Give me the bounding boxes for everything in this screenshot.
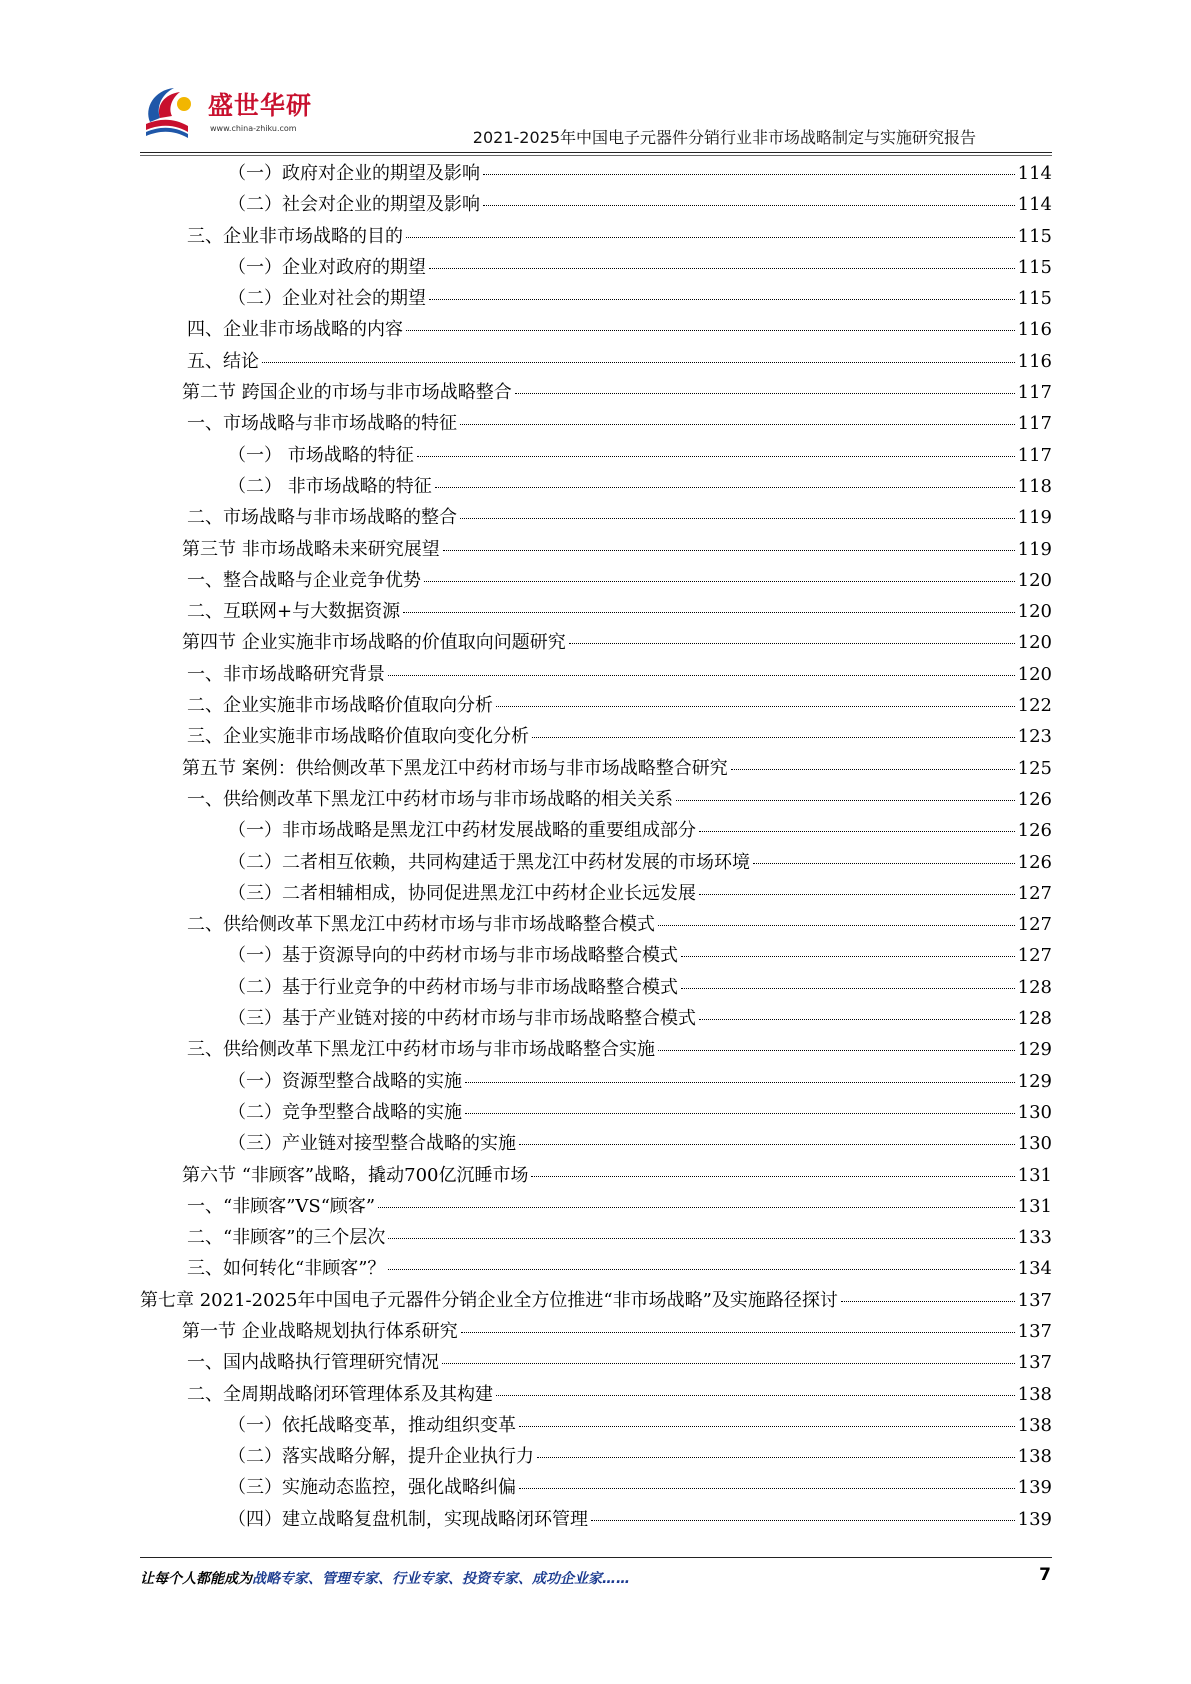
table-of-contents (140, 158, 1052, 1535)
toc-entry-title: 四、企业非市场战略的内容 (187, 319, 403, 341)
toc-dot-leader (841, 1301, 1015, 1302)
toc-entry-title: 一、市场战略与非市场战略的特征 (187, 413, 457, 435)
toc-entry-title: 第三节 非市场战略未来研究展望 (182, 538, 440, 560)
toc-entry[interactable] (140, 1316, 1052, 1347)
toc-dot-leader (676, 800, 1015, 801)
toc-entry-page: 127 (1017, 882, 1052, 904)
toc-entry-page: 127 (1017, 914, 1052, 936)
toc-dot-leader (406, 330, 1015, 331)
toc-entry-page: 120 (1017, 601, 1052, 623)
toc-dot-leader (519, 1144, 1015, 1145)
toc-entry[interactable] (140, 1347, 1052, 1378)
toc-entry[interactable] (140, 1034, 1052, 1065)
toc-dot-leader (460, 424, 1015, 425)
toc-entry-page: 120 (1017, 632, 1052, 654)
toc-dot-leader (460, 518, 1015, 519)
toc-entry-title: 三、供给侧改革下黑龙江中药材市场与非市场战略整合实施 (187, 1039, 655, 1061)
toc-entry[interactable] (140, 1441, 1052, 1472)
toc-entry[interactable] (140, 627, 1052, 658)
toc-dot-leader (262, 362, 1015, 363)
toc-entry[interactable] (140, 659, 1052, 690)
toc-entry-title: （一）依托战略变革，推动组织变革 (228, 1414, 516, 1436)
toc-entry[interactable] (140, 252, 1052, 283)
toc-entry-title: （一）政府对企业的期望及影响 (228, 163, 480, 184)
toc-entry[interactable] (140, 596, 1052, 627)
toc-entry-title: 二、供给侧改革下黑龙江中药材市场与非市场战略整合模式 (187, 914, 655, 936)
toc-dot-leader (591, 1520, 1015, 1521)
toc-entry-page: 125 (1017, 757, 1052, 779)
toc-entry-page: 120 (1017, 663, 1052, 685)
toc-entry-page: 138 (1017, 1383, 1052, 1405)
toc-entry-page: 119 (1017, 538, 1052, 560)
toc-entry-title: 三、企业实施非市场战略价值取向变化分析 (187, 726, 529, 748)
toc-entry-title: （四）建立战略复盘机制，实现战略闭环管理 (228, 1508, 588, 1530)
toc-entry-page: 126 (1017, 788, 1052, 810)
toc-entry[interactable] (140, 690, 1052, 721)
toc-entry[interactable] (140, 721, 1052, 752)
toc-dot-leader (699, 1019, 1015, 1020)
toc-entry-page: 139 (1017, 1477, 1052, 1499)
toc-entry-page: 137 (1017, 1289, 1052, 1311)
header-divider (140, 152, 1052, 153)
toc-entry-title: 第一节 企业战略规划执行体系研究 (182, 1320, 458, 1342)
toc-entry-page: 137 (1017, 1320, 1052, 1342)
toc-entry[interactable] (140, 878, 1052, 909)
toc-entry-title: 二、全周期战略闭环管理体系及其构建 (187, 1383, 493, 1405)
toc-dot-leader (406, 237, 1015, 238)
toc-entry[interactable] (140, 158, 1052, 189)
toc-entry-title: （二）社会对企业的期望及影响 (228, 194, 480, 216)
toc-entry-page: 139 (1017, 1508, 1052, 1530)
toc-entry-page: 137 (1017, 1352, 1052, 1374)
toc-entry[interactable] (140, 346, 1052, 377)
toc-entry[interactable] (140, 1253, 1052, 1284)
toc-entry[interactable] (140, 1066, 1052, 1097)
toc-entry[interactable] (140, 408, 1052, 439)
toc-entry-title: （三）基于产业链对接的中药材市场与非市场战略整合模式 (228, 1008, 696, 1030)
toc-entry-page: 126 (1017, 851, 1052, 873)
toc-entry-page: 120 (1017, 569, 1052, 591)
toc-dot-leader (424, 581, 1015, 582)
toc-entry[interactable] (140, 815, 1052, 846)
logo-url: www.china-zhiku.com (210, 124, 297, 133)
toc-dot-leader (496, 706, 1015, 707)
toc-dot-leader (681, 988, 1015, 989)
toc-entry[interactable] (140, 1222, 1052, 1253)
toc-entry-page: 115 (1017, 288, 1052, 310)
toc-entry-title: （一）基于资源导向的中药材市场与非市场战略整合模式 (228, 945, 678, 967)
toc-entry-title: 第二节 跨国企业的市场与非市场战略整合 (182, 382, 512, 404)
toc-entry-page: 131 (1017, 1164, 1052, 1186)
toc-entry[interactable] (140, 471, 1052, 502)
toc-entry-title: （三）实施动态监控，强化战略纠偏 (228, 1477, 516, 1499)
toc-entry[interactable] (140, 283, 1052, 314)
toc-entry-title: （一）资源型整合战略的实施 (228, 1070, 462, 1092)
toc-entry[interactable] (140, 534, 1052, 565)
toc-entry[interactable] (140, 1191, 1052, 1222)
toc-entry-title: 一、整合战略与企业竞争优势 (187, 569, 421, 591)
toc-entry-page: 115 (1017, 256, 1052, 278)
footer-divider (140, 1557, 1052, 1558)
toc-entry-page: 117 (1017, 413, 1052, 435)
toc-entry-title: 三、如何转化“非顾客”？ (187, 1258, 386, 1280)
toc-entry-page: 119 (1017, 507, 1052, 529)
report-title: 2021-2025年中国电子元器件分销行业非市场战略制定与实施研究报告 (472, 128, 976, 147)
toc-entry-title: （二）基于行业竞争的中药材市场与非市场战略整合模式 (228, 976, 678, 998)
toc-entry-title: 二、“非顾客”的三个层次 (187, 1227, 386, 1249)
toc-entry[interactable] (140, 909, 1052, 940)
toc-dot-leader (465, 1082, 1015, 1083)
toc-entry[interactable] (140, 847, 1052, 878)
toc-dot-leader (429, 299, 1015, 300)
toc-dot-leader (442, 1363, 1015, 1364)
toc-entry[interactable] (140, 1410, 1052, 1441)
toc-entry-title: 一、非市场战略研究背景 (187, 663, 385, 685)
toc-dot-leader (388, 1269, 1014, 1270)
toc-entry-page: 129 (1017, 1070, 1052, 1092)
toc-entry-page: 122 (1017, 695, 1052, 717)
toc-entry-page: 123 (1017, 726, 1052, 748)
logo-name: 盛世华研 (208, 91, 313, 120)
toc-entry-title: 第七章 2021-2025年中国电子元器件分销企业全方位推进“非市场战略”及实施路径探讨 (140, 1289, 838, 1311)
toc-entry-title: 一、国内战略执行管理研究情况 (187, 1352, 439, 1374)
toc-entry[interactable] (140, 1285, 1052, 1316)
toc-entry[interactable] (140, 440, 1052, 471)
toc-entry-page: 114 (1017, 194, 1052, 216)
toc-dot-leader (531, 1176, 1014, 1177)
toc-entry-title: （二）二者相互依赖，共同构建适于黑龙江中药材发展的市场环境 (228, 851, 750, 873)
toc-entry[interactable] (140, 753, 1052, 784)
toc-entry-title: （三）产业链对接型整合战略的实施 (228, 1133, 516, 1155)
toc-dot-leader (417, 456, 1015, 457)
toc-dot-leader (483, 205, 1015, 206)
toc-entry-page: 130 (1017, 1101, 1052, 1123)
toc-dot-leader (519, 1488, 1015, 1489)
toc-entry-page: 131 (1017, 1195, 1052, 1217)
toc-dot-leader (388, 1238, 1014, 1239)
toc-dot-leader (388, 675, 1015, 676)
logo-emblem-icon (140, 82, 206, 144)
toc-entry-title: （二）落实战略分解，提升企业执行力 (228, 1446, 534, 1468)
toc-entry[interactable] (140, 1472, 1052, 1503)
toc-entry-title: 三、企业非市场战略的目的 (187, 225, 403, 247)
toc-entry-page: 130 (1017, 1133, 1052, 1155)
toc-entry-title: 第六节 “非顾客”战略，撬动700亿沉睡市场 (182, 1164, 529, 1186)
toc-entry-page: 114 (1017, 163, 1052, 184)
toc-dot-leader (378, 1207, 1015, 1208)
toc-dot-leader (515, 393, 1015, 394)
toc-entry-title: 一、“非顾客”VS“顾客” (187, 1195, 376, 1217)
toc-entry-title: 一、供给侧改革下黑龙江中药材市场与非市场战略的相关关系 (187, 788, 673, 810)
toc-entry[interactable] (140, 565, 1052, 596)
toc-entry-title: 第四节 企业实施非市场战略的价值取向问题研究 (182, 632, 566, 654)
toc-entry-title: （二）竞争型整合战略的实施 (228, 1101, 462, 1123)
toc-entry[interactable] (140, 377, 1052, 408)
toc-entry[interactable] (140, 1097, 1052, 1128)
toc-dot-leader (658, 925, 1015, 926)
toc-dot-leader (483, 174, 1015, 175)
toc-entry-page: 138 (1017, 1446, 1052, 1468)
toc-dot-leader (731, 769, 1015, 770)
toc-entry-title: （三）二者相辅相成，协同促进黑龙江中药材企业长远发展 (228, 882, 696, 904)
toc-dot-leader (403, 612, 1015, 613)
toc-dot-leader (465, 1113, 1015, 1114)
footer-slogan-highlight: 战略专家、管理专家、行业专家、投资专家、成功企业家…… (252, 1571, 630, 1587)
toc-entry-title: （一）企业对政府的期望 (228, 256, 426, 278)
toc-entry-page: 133 (1017, 1227, 1052, 1249)
toc-dot-leader (537, 1457, 1015, 1458)
toc-dot-leader (699, 894, 1015, 895)
toc-dot-leader (753, 863, 1015, 864)
toc-dot-leader (658, 1050, 1015, 1051)
toc-entry-title: 五、结论 (187, 350, 259, 372)
toc-dot-leader (681, 956, 1015, 957)
toc-entry-page: 127 (1017, 945, 1052, 967)
toc-entry[interactable] (140, 1003, 1052, 1034)
toc-entry[interactable] (140, 972, 1052, 1003)
toc-entry[interactable] (140, 1504, 1052, 1535)
footer-slogan-lead: 让每个人都能成为 (140, 1571, 252, 1587)
toc-dot-leader (519, 1426, 1015, 1427)
toc-entry-title: 第五节 案例：供给侧改革下黑龙江中药材市场与非市场战略整合研究 (182, 757, 728, 779)
toc-entry-page: 138 (1017, 1414, 1052, 1436)
toc-entry-title: （一） 市场战略的特征 (228, 444, 414, 466)
toc-entry[interactable] (140, 1128, 1052, 1159)
company-logo (140, 82, 313, 144)
toc-entry-title: （二） 非市场战略的特征 (228, 475, 432, 497)
toc-dot-leader (435, 487, 1015, 488)
toc-entry-title: 二、企业实施非市场战略价值取向分析 (187, 695, 493, 717)
toc-entry-title: （二）企业对社会的期望 (228, 288, 426, 310)
toc-dot-leader (443, 550, 1015, 551)
toc-entry-page: 116 (1017, 319, 1052, 341)
toc-dot-leader (569, 643, 1015, 644)
toc-entry-page: 128 (1017, 1008, 1052, 1030)
toc-entry-page: 117 (1017, 444, 1052, 466)
toc-entry[interactable] (140, 189, 1052, 220)
toc-entry-page: 118 (1017, 475, 1052, 497)
toc-dot-leader (429, 268, 1015, 269)
toc-dot-leader (699, 831, 1015, 832)
toc-entry-page: 129 (1017, 1039, 1052, 1061)
toc-entry-page: 128 (1017, 976, 1052, 998)
toc-entry[interactable] (140, 1379, 1052, 1410)
toc-entry[interactable] (140, 784, 1052, 815)
toc-entry-page: 115 (1017, 225, 1052, 247)
header-divider-thin (140, 155, 1052, 156)
toc-dot-leader (532, 737, 1015, 738)
toc-entry-page: 117 (1017, 382, 1052, 404)
toc-entry-title: 二、互联网+与大数据资源 (187, 601, 401, 623)
toc-dot-leader (496, 1395, 1015, 1396)
toc-entry-title: 二、市场战略与非市场战略的整合 (187, 507, 457, 529)
toc-entry[interactable] (140, 1160, 1052, 1191)
toc-entry-page: 116 (1017, 350, 1052, 372)
toc-dot-leader (461, 1332, 1015, 1333)
toc-entry-page: 126 (1017, 820, 1052, 842)
toc-entry-page: 134 (1017, 1258, 1052, 1280)
toc-entry[interactable] (140, 314, 1052, 345)
toc-entry[interactable] (140, 502, 1052, 533)
toc-entry[interactable] (140, 221, 1052, 252)
page-number: 7 (1039, 1565, 1051, 1585)
toc-entry[interactable] (140, 940, 1052, 971)
toc-entry-title: （一）非市场战略是黑龙江中药材发展战略的重要组成部分 (228, 820, 696, 842)
footer-slogan (140, 1568, 630, 1588)
